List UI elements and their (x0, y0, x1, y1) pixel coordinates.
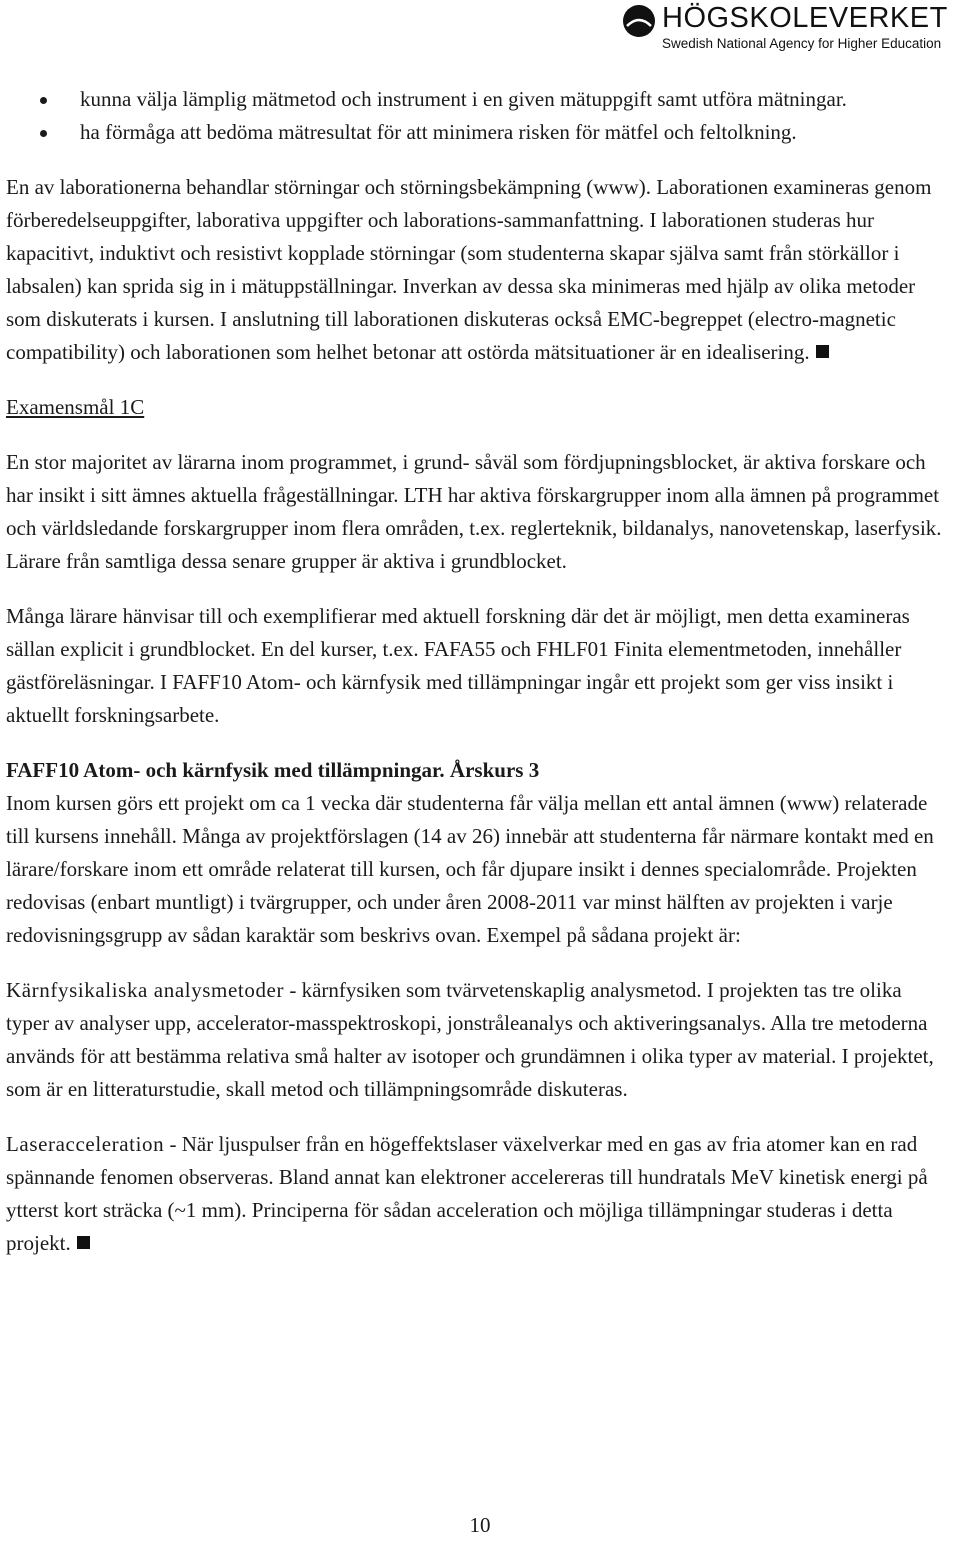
org-subtitle: Swedish National Agency for Higher Education (662, 36, 942, 51)
project-item (6, 1128, 946, 1260)
course-heading: FAFF10 Atom- och kärnfysik med tillämpningar. Årskurs 3 (6, 758, 540, 782)
list-item (6, 83, 946, 116)
page-number: 10 (469, 1513, 491, 1537)
paragraph-course: Inom kursen görs ett projekt om ca 1 vecka där studenterna får välja mellan ett antal ämnen (www) relaterade till kursens innehåll. Många av projektförslagen (14 av 26) innebär att studenterna får närmare kontakt med en lärare/forskare inom ett område relaterat till kursen, och får djupare insikt i dennes specialområde. Projekten redovisas (enbart muntligt) i tvärgrupper, och under åren 2008-2011 var minst hälften av projekten i varje redovisningsgrupp av sådan karaktär som beskrivs ovan. Exempel på sådana projekt är: (6, 791, 934, 947)
list-item (6, 116, 946, 149)
paragraph-majority: En stor majoritet av lärarna inom programmet, i grund- såväl som fördjupningsblocket, är aktiva forskare och har insikt i sitt ämnes aktuella frågeställningar. LTH har aktiva förskargrupper inom alla ämnen på programmet och världsledande forskargrupper inom flera områden, t.ex. reglerteknik, bildanalys, nanovetenskap, laserfysik. Lärare från samtliga dessa senare grupper är aktiva i grundblocket. (6, 450, 942, 573)
bullet-icon (40, 97, 47, 104)
project-title: Laseracceleration (6, 1132, 165, 1156)
project-text: - kärnfysiken som tvärvetenskaplig analysmetod. I projekten tas tre olika typer av analyser upp, accelerator-masspektroskopi, jonstråleanalys och aktiveringsanalys. Alla tre metoderna används för att bestämma relativa små halter av isotoper och grundämnen i olika typer av material. I projektet, som är en litteraturstudie, skall metod och tillämpningsområde diskuteras. (6, 978, 934, 1101)
hogskoleverket-emblem-icon (622, 4, 656, 38)
bullet-icon (40, 130, 47, 137)
org-name: HÖGSKOLEVERKET (662, 2, 948, 34)
section-heading: Examensmål 1C (6, 395, 145, 419)
list-item-text: kunna välja lämplig mätmetod och instrument i en given mätuppgift samt utföra mätningar. (80, 87, 847, 111)
end-mark-icon (77, 1236, 90, 1249)
paragraph-teachers: Många lärare hänvisar till och exemplifierar med aktuell forskning där det är möjligt, men detta examineras sällan explicit i grundblocket. En del kurser, t.ex. FAFA55 och FHLF01 Finita elementmetoden, innehåller gästföreläsningar. I FAFF10 Atom- och kärnfysik med tillämpningar ingår ett projekt som ger viss insikt i aktuellt forskningsarbete. (6, 604, 910, 727)
project-title: Kärnfysikaliska analysmetoder (6, 978, 285, 1002)
project-item (6, 974, 946, 1106)
document-body (6, 83, 946, 1260)
end-mark-icon (816, 345, 829, 358)
list-item-text: ha förmåga att bedöma mätresultat för att minimera risken för mätfel och feltolkning. (80, 120, 797, 144)
paragraph-lab: En av laborationerna behandlar störningar och störningsbekämpning (www). Laborationen examineras genom förberedelseuppgifter, laborativa uppgifter och laborations-sammanfattning. I laborationen studeras hur kapacitivt, induktivt och resistivt kopplade störningar (som studenterna skapar själva samt från störkällor i labsalen) kan sprida sig in i mätuppställningar. Inverkan av dessa ska minimeras med hjälp av olika metoder som diskuterats i kursen. I anslutning till laborationen diskuteras också EMC-begreppet (electro-magnetic compatibility) och laborationen som helhet betonar att ostörda mätsituationer är en idealisering. (6, 175, 932, 364)
objectives-list (6, 83, 946, 149)
header-logo (622, 2, 952, 54)
project-text: - När ljuspulser från en högeffektslaser växelverkar med en gas av fria atomer kan en rad spännande fenomen observeras. Bland annat kan elektroner accelereras till hundratals MeV kinetisk energi på ytterst kort sträcka (~1 mm). Principerna för sådan acceleration och möjliga tillämpningar studeras i detta projekt. (6, 1132, 928, 1255)
